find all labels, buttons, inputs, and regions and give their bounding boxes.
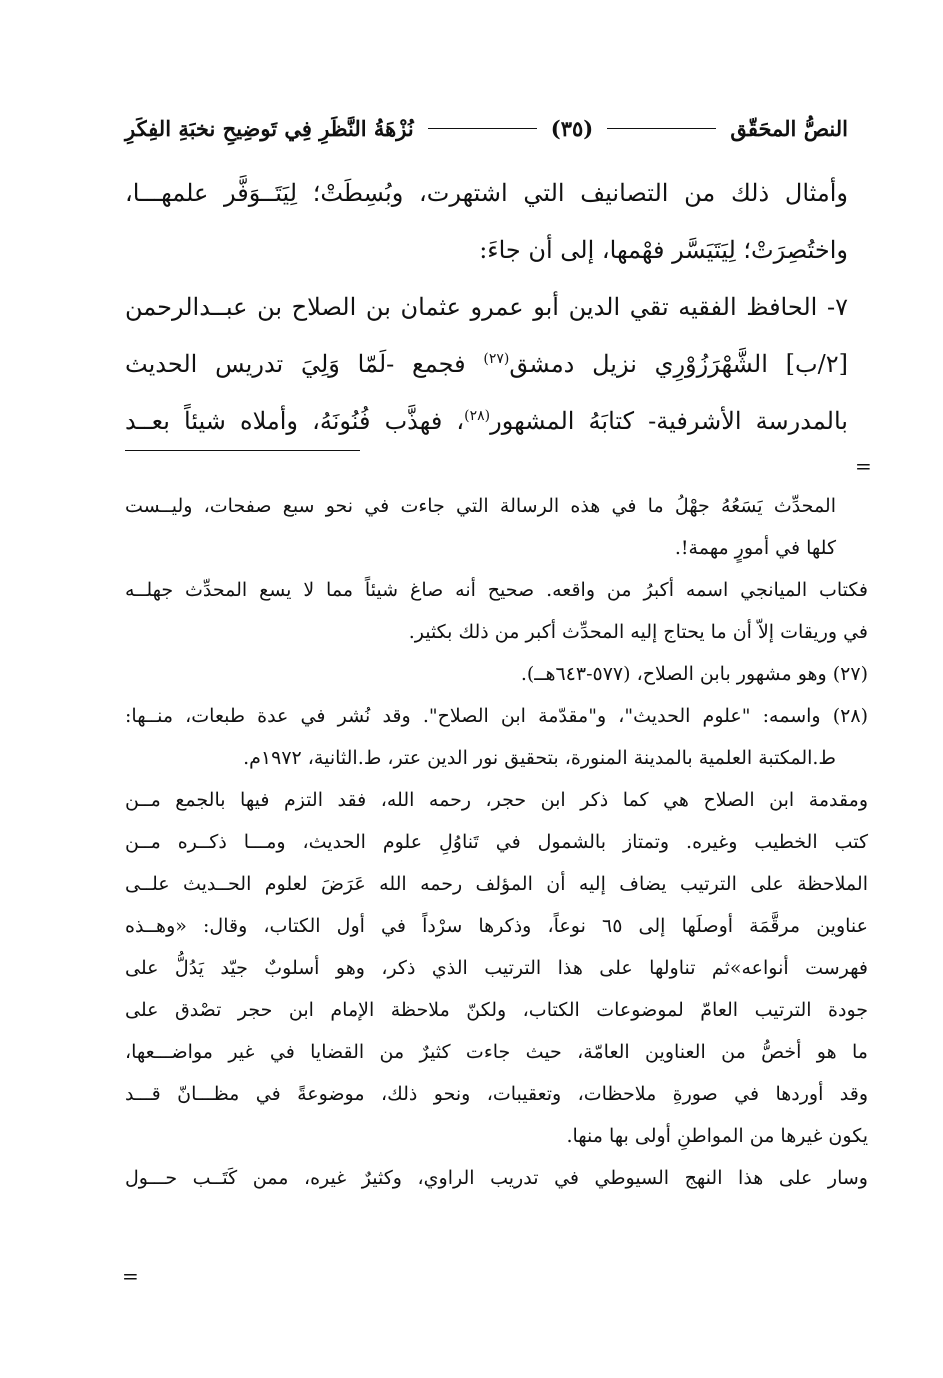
note-line-16: يكون غيرها من المواطنِ أولى بها منها. [566, 1125, 868, 1147]
note-line-13: جودة الترتيب العامّ لموضوعات الكتاب، ولكنّ ملاحظة الإمام ابن حجر تصْدق على [125, 999, 868, 1021]
main-line-4-end: فجمع -لَمّا وَلِيَ تدريس الحديث [125, 350, 466, 378]
footnote-ref-27: (٢٧) [483, 351, 510, 367]
note-line-14: ما هو أخصُّ من العناوين العامّة، حيث جاءت كثيرٌ من القضايا في غير مواضـــعها، [125, 1041, 868, 1063]
note-line-4: في وريقات إلاّ أن ما يحتاج إليه المحدِّث أكبر من ذلك بكثير. [408, 621, 868, 643]
note-line-12: فهرست أنواعه»ثم تناولها على هذا الترتيب الذي ذكر، وهو أسلوبٌ جيّد يَدُلُّ على [125, 957, 868, 979]
note-line-17: وسار على هذا النهج السيوطي في تدريب الراوي، وكثيرٌ غيره، ممن كَتَــب حـــول [125, 1167, 868, 1189]
main-text [125, 165, 848, 450]
note-line-11: عناوين مرقَّمَة أوصلَها إلى ٦٥ نوعاً، وذكرها سرْداً في أول الكتاب، وقال: «وهــذه [125, 915, 868, 937]
footnote-ref-28: (٢٨) [464, 408, 491, 424]
continuation-mark-bottom: = [122, 1264, 139, 1288]
main-line-5-end: ، فهذَّب فُنُونَهُ، وأملاه شيئاً بعــد [125, 407, 465, 435]
continuation-mark-top: = [855, 454, 872, 478]
note-line-8: ومقدمة ابن الصلاح هي كما ذكر ابن حجر، رحمه الله، فقد التزم فيها بالجمع مــن [125, 789, 868, 811]
main-line-4 [125, 336, 848, 393]
footnote-28: (٢٨) واسمه: "علوم الحديث"، و"مقدّمة ابن الصلاح". وقد نُشر في عدة طبعات، منــها: [125, 705, 868, 727]
main-line-2: واختُصِرَتْ؛ لِيَتَيَسَّر فهْمها، إلى أن جاءَ: [479, 236, 848, 264]
header-book-title: نُزْهَةُ النَّظَرِ فِي تَوضِيحِ نخبَةِ الفِكَرِ [124, 115, 414, 141]
header-rule-left [428, 128, 537, 129]
header-rule-right [607, 128, 716, 129]
main-line-5-start: بالمدرسة الأشرفية- كتابَهُ المشهور [490, 407, 848, 435]
running-header [125, 108, 848, 148]
page-number: (٣٥) [550, 115, 594, 141]
note-line-3: فكتاب الميانجي اسمه أكبرُ من واقعه. صحيح أنه صاغ شيئاً مما لا يسع المحدِّث جهلــه [125, 579, 868, 601]
note-line-1: المحدِّث يَسَعُهُ جهْلُ ما في هذه الرسالة التي جاءت في نحو سبع صفحات، وليــست [125, 495, 836, 517]
note-line-15: وقد أوردها في صورةِ ملاحظات، وتعقيبات، ونحو ذلك، موضوعةً في مظـــانّ قـــد [125, 1083, 868, 1105]
main-line-1: وأمثال ذلك من التصانيف التي اشتهرت، وبُسِطَتْ؛ لِيَتَــوَفَّر علمهـــا، [125, 179, 848, 207]
header-section-title: النصُّ المحَقّق [730, 115, 848, 141]
footnotes [125, 485, 868, 1199]
note-line-2: كلها في أمورٍ مهمة!. [674, 537, 836, 559]
footnote-27: (٢٧) وهو مشهور بابن الصلاح، (٥٧٧-٦٤٣هــ). [520, 663, 868, 685]
note-line-9: كتب الخطيب وغيره. وتمتاز بالشمول في تَناوُلِ علوم الحديث، ومـــا ذكــره مــن [125, 831, 868, 853]
main-line-3: ٧- الحافظ الفقيه تقي الدين أبو عمرو عثمان بن الصلاح بن عبــدالرحمن [125, 293, 848, 321]
footnote-separator [125, 450, 360, 451]
note-line-7: ط.المكتبة العلمية بالمدينة المنورة، بتحقيق نور الدين عتر، ط.الثانية، ١٩٧٢م. [243, 747, 836, 769]
note-line-10: الملاحظة على الترتيب يضاف إليه أن المؤلف رحمه الله عَرَضَ لعلوم الحــديث علــى [125, 873, 868, 895]
main-line-5 [125, 393, 848, 450]
main-line-4-start: [٢/ب] الشَّهْرَزُوْرِي نزيل دمشق [509, 350, 848, 378]
